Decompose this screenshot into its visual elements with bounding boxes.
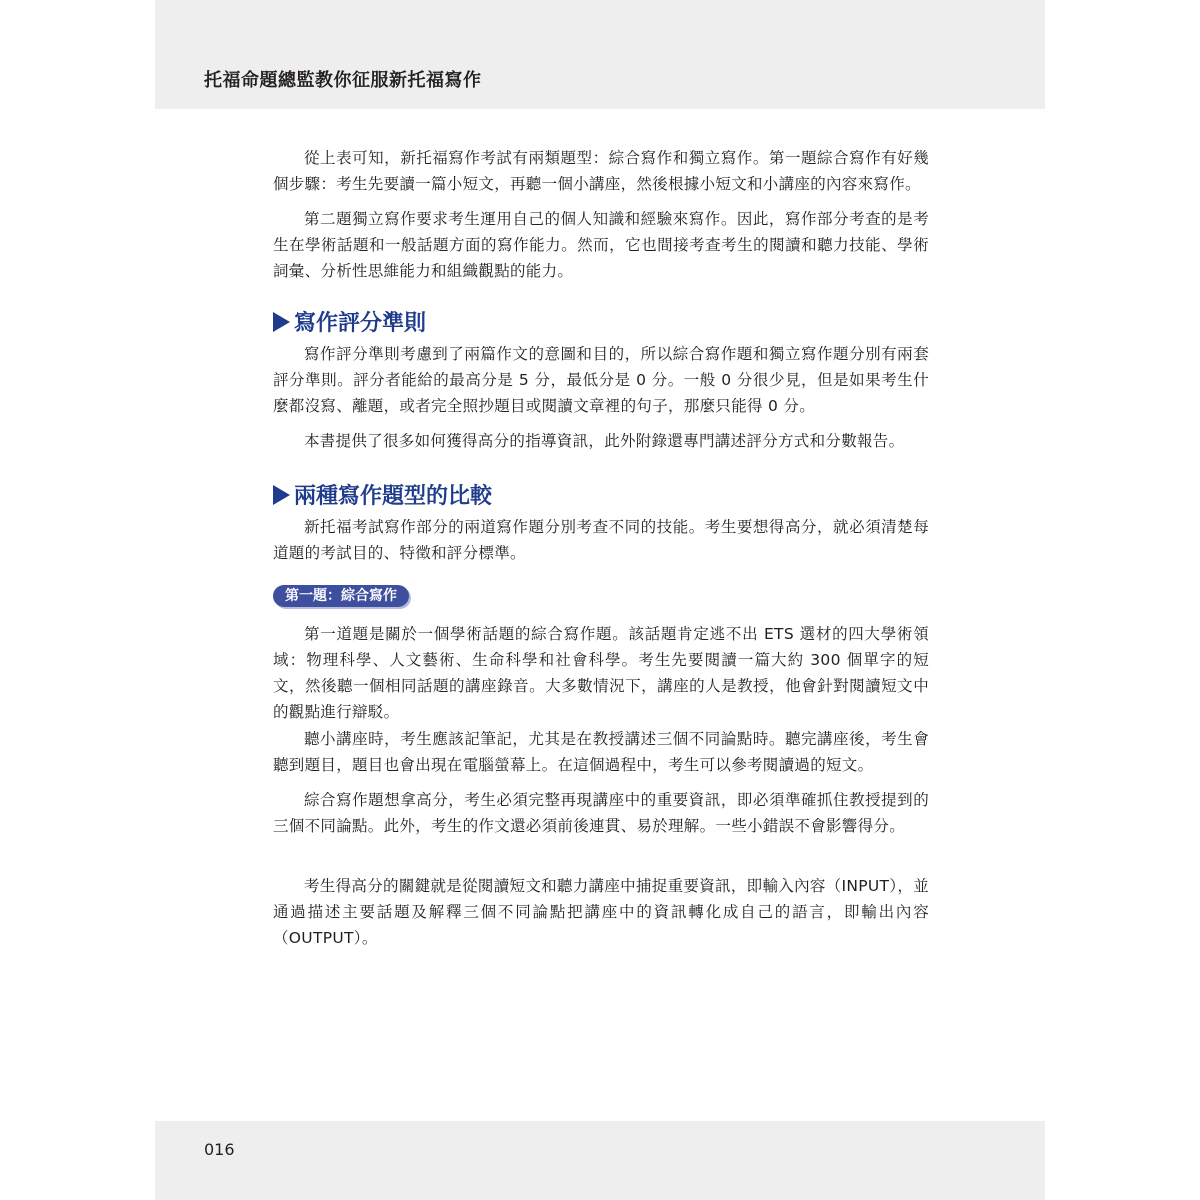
- compare-paragraph-1: 新托福考試寫作部分的兩道寫作題分別考查不同的技能。考生要想得高分，就必須清楚每道題的考試目的、特徵和評分標準。: [273, 518, 929, 562]
- triangle-bullet-icon: [273, 485, 290, 505]
- section-heading-scoring: [273, 306, 426, 337]
- intro-paragraph-1: 從上表可知，新托福寫作考試有兩類題型：綜合寫作和獨立寫作。第一題綜合寫作有好幾個步驟：考生先要讀一篇小短文，再聽一個小講座，然後根據小短文和小講座的內容來寫作。: [273, 149, 929, 193]
- header-band: [155, 0, 1045, 109]
- intro-paragraph-2: 第二題獨立寫作要求考生運用自己的個人知識和經驗來寫作。因此，寫作部分考查的是考生在學術話題和一般話題方面的寫作能力。然而，它也間接考查考生的閱讀和聽力技能、學術詞彙、分析性思維能力和組織觀點的能力。: [273, 210, 929, 280]
- integrated-paragraph-1: 第一道題是關於一個學術話題的綜合寫作題。該話題肯定逃不出 ETS 選材的四大學術領域：物理科學、人文藝術、生命科學和社會科學。考生先要閱讀一篇大約 300 個單字的短文，然後聽一個相同話題的講座錄音。大多數情況下，講座的人是教授，他會針對閱讀短文中的觀點進行辯駁。: [273, 625, 929, 721]
- scoring-paragraph-1: 寫作評分準則考慮到了兩篇作文的意圖和目的，所以綜合寫作題和獨立寫作題分別有兩套評分準則。評分者能給的最高分是 5 分，最低分是 0 分。一般 0 分很少見，但是如果考生什麼都沒寫、離題，或者完全照抄題目或閱讀文章裡的句子，那麼只能得 0 分。: [273, 345, 929, 415]
- page-number: 016: [204, 1140, 235, 1159]
- section-heading-compare: [273, 479, 492, 510]
- book-page: [155, 0, 1045, 1200]
- scoring-paragraph-2: 本書提供了很多如何獲得高分的指導資訊，此外附錄還專門講述評分方式和分數報告。: [304, 432, 905, 450]
- triangle-bullet-icon: [273, 312, 290, 332]
- integrated-paragraph-4: 考生得高分的關鍵就是從閱讀短文和聽力講座中捕捉重要資訊，即輸入內容（INPUT），並通過描述主要話題及解釋三個不同論點把講座中的資訊轉化成自己的語言，即輸出內容（OUTPUT）。: [273, 877, 929, 947]
- subsection-label-integrated: 第一題：綜合寫作: [273, 585, 409, 607]
- integrated-paragraph-3: 綜合寫作題想拿高分，考生必須完整再現講座中的重要資訊，即必須準確抓住教授提到的三個不同論點。此外，考生的作文還必須前後連貫、易於理解。一些小錯誤不會影響得分。: [273, 791, 929, 835]
- running-header-title: 托福命題總監教你征服新托福寫作: [204, 70, 482, 91]
- section-heading-compare-text: 兩種寫作題型的比較: [294, 483, 493, 509]
- section-heading-scoring-text: 寫作評分準則: [294, 310, 427, 336]
- footer-band: [155, 1121, 1045, 1200]
- integrated-paragraph-2: 聽小講座時，考生應該記筆記，尤其是在教授講述三個不同論點時。聽完講座後，考生會聽到題目，題目也會出現在電腦螢幕上。在這個過程中，考生可以參考閱讀過的短文。: [273, 730, 929, 774]
